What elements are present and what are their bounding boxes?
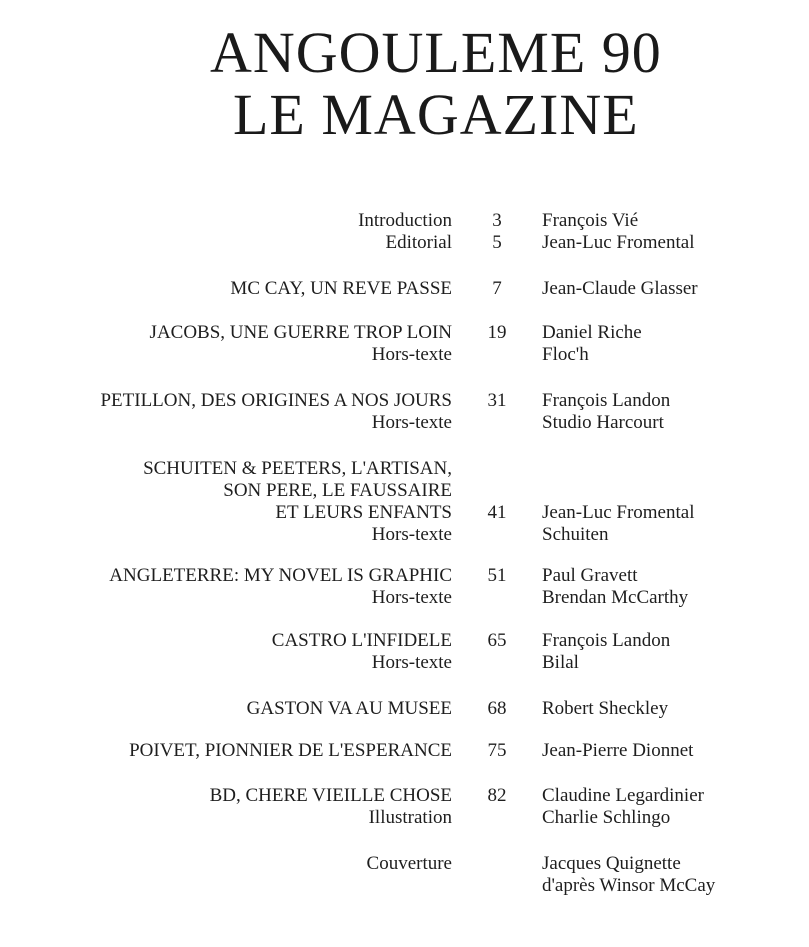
entry-title-line: ANGLETERRE: MY NOVEL IS GRAPHIC — [109, 565, 452, 586]
entry-title — [0, 785, 452, 829]
entry-page-number — [452, 740, 542, 762]
entry-authors — [542, 853, 809, 897]
author-name: Jean-Luc Fromental — [542, 502, 695, 523]
entry-page-number — [452, 232, 542, 254]
author-name: Jacques Quignette — [542, 853, 681, 874]
entry-subtitle-line: Hors-texte — [371, 587, 452, 608]
author-name: Studio Harcourt — [542, 412, 664, 433]
entry-title — [0, 210, 452, 232]
page-number: 19 — [487, 322, 507, 343]
entry-subtitle-line: Illustration — [368, 807, 452, 828]
entry-title-line: POIVET, PIONNIER DE L'ESPERANCE — [129, 740, 452, 761]
entry-title-line: SCHUITEN & PEETERS, L'ARTISAN, — [143, 458, 452, 479]
entry-page-number — [452, 458, 542, 524]
entry-title — [0, 853, 452, 875]
page-number: 68 — [487, 698, 507, 719]
toc-entry — [0, 232, 809, 254]
entry-authors — [542, 458, 809, 546]
entry-authors — [542, 390, 809, 434]
toc-entry — [0, 322, 809, 366]
author-name: Paul Gravett — [542, 565, 638, 586]
page-number: 65 — [487, 630, 507, 651]
entry-subtitle-line: Hors-texte — [371, 652, 452, 673]
toc-entry — [0, 565, 809, 609]
entry-subtitle-line: Hors-texte — [371, 412, 452, 433]
entry-title-line: Editorial — [385, 232, 452, 253]
entry-authors — [542, 278, 809, 300]
entry-subtitle-line: Hors-texte — [371, 344, 452, 365]
author-name: Jean-Pierre Dionnet — [542, 740, 694, 761]
entry-title-line: JACOBS, UNE GUERRE TROP LOIN — [149, 322, 452, 343]
page-number: 31 — [487, 390, 507, 411]
entry-page-number — [452, 785, 542, 807]
entry-subtitle-line: ET LEURS ENFANTS — [275, 502, 452, 523]
entry-subtitle-line: SON PERE, LE FAUSSAIRE — [223, 480, 452, 501]
entry-page-number — [452, 698, 542, 720]
toc-entry — [0, 785, 809, 829]
entry-authors — [542, 232, 809, 254]
entry-title — [0, 565, 452, 609]
entry-authors — [542, 785, 809, 829]
magazine-title — [205, 22, 765, 146]
author-name: Floc'h — [542, 344, 589, 365]
entry-page-number — [452, 565, 542, 587]
entry-title-line: BD, CHERE VIEILLE CHOSE — [209, 785, 452, 806]
entry-page-number — [452, 278, 542, 300]
entry-authors — [542, 630, 809, 674]
author-name: Schuiten — [542, 524, 609, 545]
entry-authors — [542, 740, 809, 762]
page-number: 82 — [487, 785, 507, 806]
page-number: 3 — [492, 210, 502, 231]
toc-entry — [0, 458, 809, 546]
author-name: Robert Sheckley — [542, 698, 669, 719]
title-line-2: LE MAGAZINE — [233, 82, 639, 147]
entry-authors — [542, 322, 809, 366]
entry-authors — [542, 698, 809, 720]
entry-title-line: MC CAY, UN REVE PASSE — [230, 278, 452, 299]
page-number: 5 — [492, 232, 502, 253]
toc-entry — [0, 740, 809, 762]
author-name: Jean-Claude Glasser — [542, 278, 698, 299]
entry-subtitle-line: Hors-texte — [371, 524, 452, 545]
author-name: Bilal — [542, 652, 579, 673]
entry-title-line: Introduction — [358, 210, 452, 231]
entry-title-line: GASTON VA AU MUSEE — [246, 698, 452, 719]
entry-title-line: CASTRO L'INFIDELE — [271, 630, 452, 651]
entry-title — [0, 698, 452, 720]
author-name: Jean-Luc Fromental — [542, 232, 695, 253]
page-number: 7 — [492, 278, 502, 299]
title-line-1: ANGOULEME 90 — [210, 20, 662, 85]
page-number: 75 — [487, 740, 507, 761]
page-number: 51 — [487, 565, 507, 586]
author-name: François Landon — [542, 630, 671, 651]
entry-authors — [542, 210, 809, 232]
toc-entry — [0, 390, 809, 434]
author-name: Claudine Legardinier — [542, 785, 704, 806]
toc-entry — [0, 278, 809, 300]
toc-entry — [0, 698, 809, 720]
page-number: 41 — [487, 502, 507, 523]
entry-title — [0, 390, 452, 434]
entry-page-number — [452, 210, 542, 232]
entry-page-number — [452, 630, 542, 652]
entry-title-line: PETILLON, DES ORIGINES A NOS JOURS — [100, 390, 452, 411]
entry-title — [0, 232, 452, 254]
entry-title — [0, 278, 452, 300]
entry-title — [0, 740, 452, 762]
toc-entry — [0, 210, 809, 232]
entry-authors — [542, 565, 809, 609]
entry-page-number — [452, 390, 542, 412]
entry-title-line: Couverture — [366, 853, 452, 874]
entry-title — [0, 322, 452, 366]
author-name: Charlie Schlingo — [542, 807, 671, 828]
entry-title — [0, 458, 452, 546]
toc-entry — [0, 630, 809, 674]
author-name: François Landon — [542, 390, 671, 411]
author-name: Daniel Riche — [542, 322, 642, 343]
entry-page-number — [452, 322, 542, 344]
author-name: François Vié — [542, 210, 639, 231]
entry-title — [0, 630, 452, 674]
toc-entry — [0, 853, 809, 897]
author-name: d'après Winsor McCay — [542, 875, 716, 896]
author-name: Brendan McCarthy — [542, 587, 689, 608]
